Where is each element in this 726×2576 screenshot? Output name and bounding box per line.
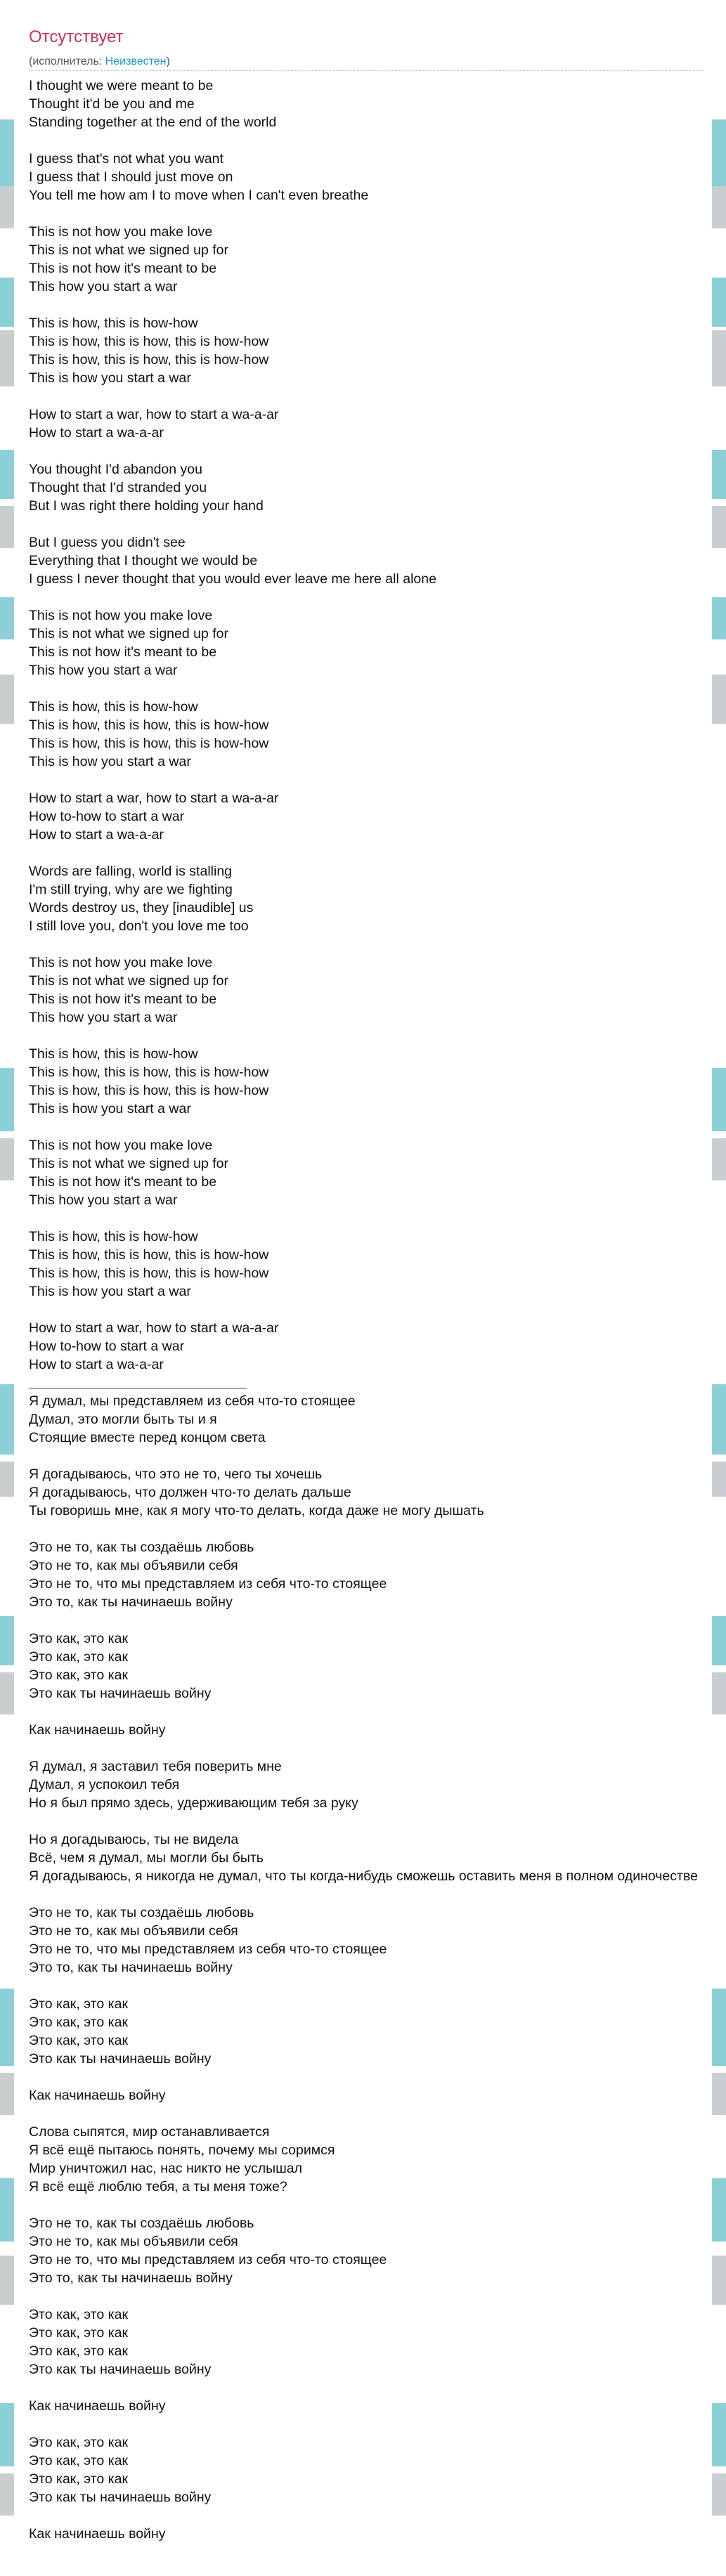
lyric-line: This is not what we signed up for — [29, 626, 228, 642]
lyric-line: Words are falling, world is stalling — [29, 864, 233, 879]
lyric-line: This is how you start a war — [29, 754, 191, 769]
lyric-line: How to start a war, how to start a wa-a-ar — [29, 1320, 279, 1336]
stanza-gap — [29, 935, 698, 954]
stanza-gap — [29, 1611, 698, 1629]
lyric-line: I guess that's not what you want — [29, 151, 223, 167]
lyric-line: But I was right there holding your hand — [29, 498, 264, 514]
lyric-line: Слова сыпятся, мир останавливается — [29, 2124, 270, 2140]
lyric-line: Это как ты начинаешь войну — [29, 2490, 212, 2505]
stanza-gap — [29, 1447, 698, 1465]
lyric-line: This is not how you make love — [29, 608, 213, 623]
lyric-line: Мир уничтожил нас, нас никто не услышал — [29, 2161, 302, 2176]
lyric-line: Стоящие вместе перед концом света — [29, 1430, 266, 1445]
stanza-gap — [29, 679, 698, 698]
stanza-gap — [29, 1520, 698, 1538]
lyric-line: Всё, чем я думал, мы могли бы быть — [29, 1850, 264, 1866]
lyric-line: Это как, это как — [29, 2307, 128, 2322]
stanza-gap — [29, 442, 698, 460]
lyric-line: Это как, это как — [29, 2471, 128, 2487]
stanza-gap — [29, 131, 698, 150]
stanza-gap — [29, 515, 698, 533]
lyric-line: This is not how it's meant to be — [29, 1174, 217, 1190]
lyric-line: Как начинаешь войну — [29, 1722, 166, 1738]
lyric-line: This is how, this is how-how — [29, 1046, 198, 1062]
lyric-line: Но я был прямо здесь, удерживающим тебя за руку — [29, 1795, 358, 1811]
lyric-line: Это как, это как — [29, 2453, 128, 2468]
lyric-line: This is not how it's meant to be — [29, 644, 217, 660]
lyric-line: This is how, this is how, this is how-how — [29, 1266, 269, 1281]
lyric-line: Это как, это как — [29, 1667, 128, 1683]
lyric-line: This is how, this is how-how — [29, 699, 198, 715]
stanza-gap — [29, 1703, 698, 1721]
lyric-line: This is how, this is how, this is how-how — [29, 352, 269, 367]
lyric-line: This is how, this is how, this is how-how — [29, 717, 269, 733]
stanza-gap — [29, 387, 698, 405]
lyric-line: Это как, это как — [29, 1631, 128, 1646]
lyric-line: Но я догадываюсь, ты не видела — [29, 1832, 239, 1847]
stanza-gap — [29, 2379, 698, 2397]
lyric-line: This is how you start a war — [29, 1284, 191, 1299]
lyric-line: Ты говоришь мне, как я могу что-то делать, когда даже не могу дышать — [29, 1503, 484, 1518]
stanza-gap — [29, 204, 698, 223]
lyric-line: This is how you start a war — [29, 370, 191, 386]
lyric-line: Это то, как ты начинаешь войну — [29, 1960, 233, 1975]
lyric-line: Это как, это как — [29, 1996, 128, 2012]
lyric-line: Everything that I thought we would be — [29, 553, 258, 568]
lyric-line: How to start a war, how to start a wa-a-ar — [29, 791, 279, 806]
lyric-line: Это не то, как мы объявили себя — [29, 2234, 238, 2249]
lyric-line: This is not how it's meant to be — [29, 991, 217, 1007]
dotted-divider — [29, 70, 704, 71]
lyric-line: This is how, this is how, this is how-how — [29, 1247, 269, 1263]
lyric-line: Это не то, как ты создаёшь любовь — [29, 2216, 254, 2231]
lyric-line: This is how, this is how-how — [29, 1229, 198, 1244]
song-title: Отсутствует — [29, 27, 124, 46]
stanza-gap — [29, 2068, 698, 2086]
lyric-line: Это как ты начинаешь войну — [29, 2362, 212, 2377]
stanza-gap — [29, 771, 698, 789]
lyric-line: Thought that I'd stranded you — [29, 480, 207, 495]
stanza-gap — [29, 1209, 698, 1228]
lyric-line: I still love you, don't you love me too — [29, 918, 249, 934]
lyric-line: Это как ты начинаешь войну — [29, 1686, 212, 1701]
lyric-line: You tell me how am I to move when I can't even breathe — [29, 188, 369, 203]
lyric-line: Это то, как ты начинаешь войну — [29, 1594, 233, 1610]
lyric-line: This is not what we signed up for — [29, 1156, 228, 1171]
lyric-line: Думал, это могли быть ты и я — [29, 1412, 217, 1427]
lyric-line: How to-how to start a war — [29, 1339, 185, 1354]
stanza-gap — [29, 1027, 698, 1045]
lyric-line: I thought we were meant to be — [29, 78, 214, 93]
lyric-line: How to start a wa-a-ar — [29, 827, 164, 843]
lyric-line: How to start a war, how to start a wa-a-ar — [29, 407, 279, 422]
lyric-line: I guess that I should just move on — [29, 169, 233, 185]
lyric-line: This is not how you make love — [29, 1138, 213, 1153]
lyric-line: This is how, this is how, this is how-how — [29, 1065, 269, 1080]
lyric-line: I guess I never thought that you would ever leave me here all alone — [29, 571, 436, 587]
artist-prefix: (исполнитель: — [29, 56, 105, 67]
lyric-line: This is not what we signed up for — [29, 242, 228, 258]
lyric-line: How to start a wa-a-ar — [29, 1357, 164, 1372]
stanza-gap — [29, 296, 698, 314]
lyric-line: This is how, this is how-how — [29, 316, 198, 331]
artist-link[interactable]: Неизвестен — [105, 56, 167, 67]
lyric-line: Я догадываюсь, я никогда не думал, что ты когда-нибудь сможешь оставить меня в полном одиночестве — [29, 1868, 698, 1884]
lyric-line: Я всё ещё пытаюсь понять, почему мы соримся — [29, 2142, 335, 2158]
lyric-line: This is how, this is how, this is how-how — [29, 1083, 269, 1098]
lyric-line: But I guess you didn't see — [29, 535, 186, 550]
lyric-line: This is not how it's meant to be — [29, 261, 217, 276]
artist-suffix: ) — [166, 56, 170, 67]
lyric-line: This is not how you make love — [29, 224, 213, 240]
lyric-line: I'm still trying, why are we fighting — [29, 882, 233, 897]
lyric-line: Я догадываюсь, что это не то, чего ты хочешь — [29, 1466, 323, 1482]
stanza-gap — [29, 1301, 698, 1319]
stanza-gap — [29, 2287, 698, 2305]
lyric-line: This how you start a war — [29, 1010, 178, 1025]
lyric-line: Я всё ещё люблю тебя, а ты меня тоже? — [29, 2179, 287, 2194]
stanza-gap — [29, 2506, 698, 2525]
stanza-gap — [29, 1885, 698, 1904]
lyric-line: Это не то, как ты создаёшь любовь — [29, 1905, 254, 1920]
lyric-line: Это не то, как мы объявили себя — [29, 1558, 238, 1573]
stanza-gap — [29, 2196, 698, 2214]
stanza-gap — [29, 1739, 698, 1757]
lyric-line: Это как ты начинаешь войну — [29, 2051, 212, 2067]
lyric-line: Это как, это как — [29, 2435, 128, 2450]
stanza-gap — [29, 1977, 698, 1995]
lyric-line: This is how, this is how, this is how-how — [29, 334, 269, 349]
stanza-gap — [29, 2105, 698, 2123]
lyric-line: This how you start a war — [29, 663, 178, 678]
lyric-line: Как начинаешь войну — [29, 2526, 166, 2542]
lyric-line: Thought it'd be you and me — [29, 96, 195, 112]
lyric-line: Я думал, я заставил тебя поверить мне — [29, 1759, 282, 1774]
lyric-line: This is not how you make love — [29, 955, 213, 970]
lyric-line: Это как, это как — [29, 2325, 128, 2341]
lyric-line: How to-how to start a war — [29, 809, 185, 824]
lyric-line: This how you start a war — [29, 1192, 178, 1208]
lyric-line: Это не то, что мы представляем из себя что-то стоящее — [29, 1576, 387, 1592]
lyric-line: This is how, this is how, this is how-how — [29, 736, 269, 751]
lyric-line: You thought I'd abandon you — [29, 462, 202, 477]
lyric-line: Это как, это как — [29, 1649, 128, 1665]
lyric-line: This how you start a war — [29, 279, 178, 294]
lyric-line: Это не то, как мы объявили себя — [29, 1923, 238, 1939]
lyric-line: How to start a wa-a-ar — [29, 425, 164, 441]
lyric-line: This is not what we signed up for — [29, 973, 228, 989]
lyric-line: Думал, я успокоил тебя — [29, 1777, 180, 1793]
lyrics-text — [29, 77, 698, 2543]
lyric-line: Это как, это как — [29, 2343, 128, 2359]
lyric-line: Это не то, как ты создаёшь любовь — [29, 1540, 254, 1555]
lyric-line: Это то, как ты начинаешь войну — [29, 2270, 233, 2286]
stanza-gap — [29, 588, 698, 606]
lyric-line: Как начинаешь войну — [29, 2088, 166, 2103]
lyric-line: Как начинаешь войну — [29, 2398, 166, 2414]
artist-line — [29, 55, 170, 69]
lyric-line: This is how you start a war — [29, 1101, 191, 1117]
stanza-gap — [29, 1812, 698, 1830]
lyric-line: Я догадываюсь, что должен что-то делать дальше — [29, 1485, 351, 1500]
stanza-gap — [29, 844, 698, 862]
lyric-line: Это как, это как — [29, 2015, 128, 2030]
lyric-line: Я думал, мы представляем из себя что-то стоящее — [29, 1393, 356, 1409]
lyric-line: Words destroy us, they [inaudible] us — [29, 900, 254, 916]
lyric-line: Это как, это как — [29, 2033, 128, 2048]
lyric-line: Standing together at the end of the world — [29, 115, 277, 130]
stanza-gap — [29, 1118, 698, 1136]
lyrics-panel — [14, 6, 712, 2570]
lyric-line: Это не то, что мы представляем из себя что-то стоящее — [29, 2252, 387, 2268]
translation-divider — [29, 1374, 698, 1392]
stanza-gap — [29, 2415, 698, 2433]
lyric-line: Это не то, что мы представляем из себя что-то стоящее — [29, 1941, 387, 1957]
